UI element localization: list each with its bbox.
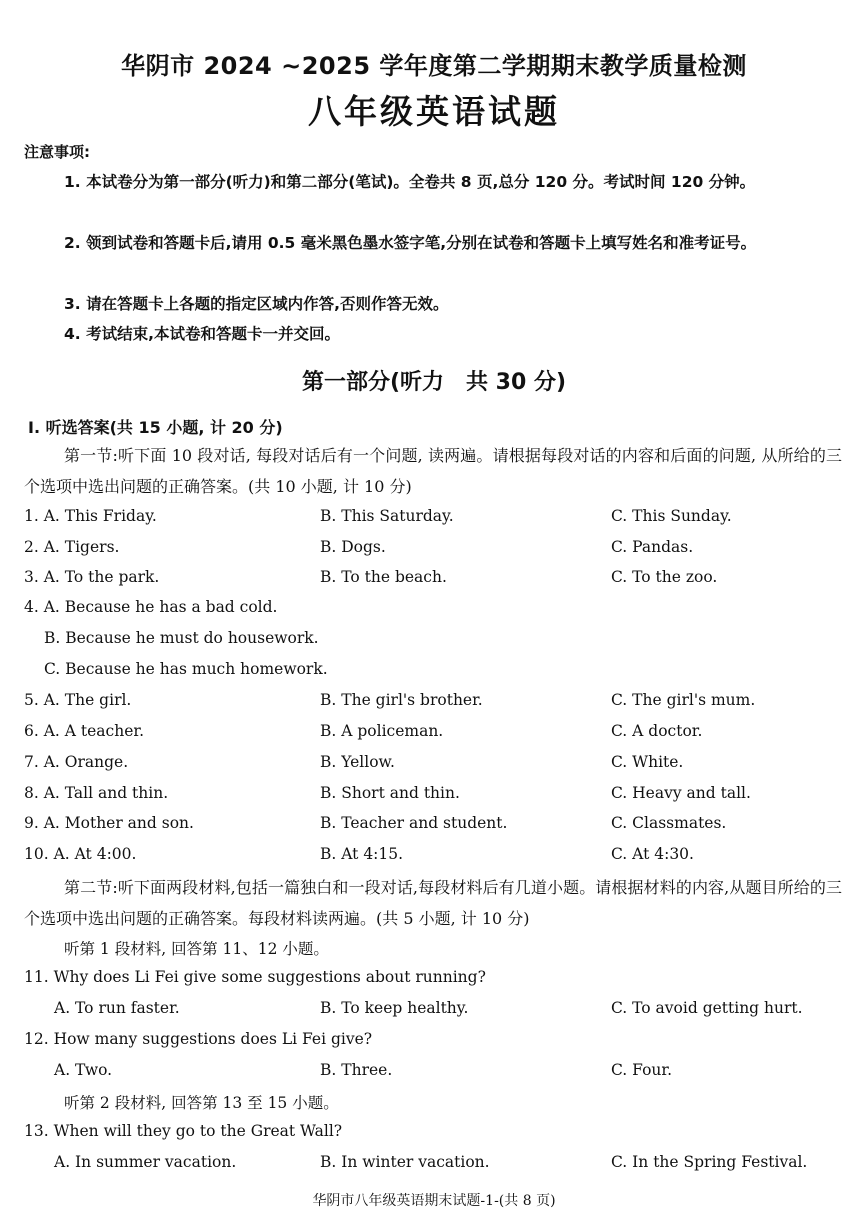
question-10	[0, 845, 868, 869]
option-c: C. The girl's mum.	[611, 691, 756, 709]
question-12-stem	[0, 1030, 868, 1054]
option-a: 5. A. The girl.	[24, 691, 132, 709]
part1-title: 第一部分(听力 共 30 分)	[301, 370, 567, 395]
option-b: B. Dogs.	[320, 538, 386, 556]
material-2-label: 听第 2 段材料, 回答第 13 至 15 小题。	[64, 1094, 339, 1112]
option-a: A. Two.	[54, 1061, 113, 1079]
option-b: B. Three.	[320, 1061, 393, 1079]
question-4-option-c-row	[0, 660, 868, 684]
option-b: B. To keep healthy.	[320, 999, 469, 1017]
question-text: 11. Why does Li Fei give some suggestions about running?	[24, 968, 486, 986]
question-2	[0, 538, 868, 562]
option-b: B. A policeman.	[320, 722, 444, 740]
question-text: 13. When will they go to the Great Wall?	[24, 1122, 343, 1140]
option-c: C. To avoid getting hurt.	[611, 999, 803, 1017]
option-a: 4. A. Because he has a bad cold.	[24, 598, 278, 616]
option-a: 6. A. A teacher.	[24, 722, 144, 740]
section2-instructions: 第二节:听下面两段材料,包括一篇独白和一段对话,每段材料后有几道小题。请根据材料的内容,从题目所给的三个选项中选出问题的正确答案。每段材料读两遍。(共 5 小题, 计 10 分)	[24, 878, 842, 928]
option-a: 10. A. At 4:00.	[24, 845, 137, 863]
section1-instructions: 第一节:听下面 10 段对话, 每段对话后有一个问题, 读两遍。请根据每段对话的内容和后面的问题, 从所给的三个选项中选出问题的正确答案。(共 10 小题, 计 10 分)	[24, 446, 842, 496]
question-1	[0, 507, 868, 531]
question-11-options	[0, 999, 868, 1023]
exam-title: 华阴市 2024 ~2025 学年度第二学期期末教学质量检测	[121, 52, 747, 80]
option-b: B. To the beach.	[320, 568, 447, 586]
option-c: C. Heavy and tall.	[611, 784, 751, 802]
option-b: B. Teacher and student.	[320, 814, 508, 832]
material-1-label: 听第 1 段材料, 回答第 11、12 小题。	[64, 940, 329, 958]
question-3	[0, 568, 868, 592]
question-5	[0, 691, 868, 715]
question-6	[0, 722, 868, 746]
page-footer: 华阴市八年级英语期末试题-1-(共 8 页)	[312, 1193, 556, 1209]
question-9	[0, 814, 868, 838]
question-7	[0, 753, 868, 777]
question-12-options	[0, 1061, 868, 1085]
option-b: B. Short and thin.	[320, 784, 460, 802]
option-c: C. Four.	[611, 1061, 673, 1079]
exam-subtitle: 八年级英语试题	[308, 92, 560, 131]
note-item-1: 1. 本试卷分为第一部分(听力)和第二部分(笔试)。全卷共 8 页,总分 120 分。考试时间 120 分钟。	[64, 173, 756, 191]
option-b: B. Because he must do housework.	[44, 629, 319, 647]
question-4	[0, 598, 868, 622]
question-11-stem	[0, 968, 868, 992]
question-13-options	[0, 1153, 868, 1177]
option-b: B. The girl's brother.	[320, 691, 483, 709]
option-a: 2. A. Tigers.	[24, 538, 120, 556]
option-a: 7. A. Orange.	[24, 753, 129, 771]
option-c: C. Because he has much homework.	[44, 660, 328, 678]
option-b: B. At 4:15.	[320, 845, 404, 863]
option-c: C. Pandas.	[611, 538, 694, 556]
material-1-note	[0, 937, 868, 961]
option-c: C. To the zoo.	[611, 568, 718, 586]
option-c: C. Classmates.	[611, 814, 727, 832]
option-c: C. In the Spring Festival.	[611, 1153, 808, 1171]
option-c: C. At 4:30.	[611, 845, 694, 863]
option-c: C. A doctor.	[611, 722, 703, 740]
option-a: 9. A. Mother and son.	[24, 814, 194, 832]
note-item-4: 4. 考试结束,本试卷和答题卡一并交回。	[64, 325, 340, 343]
question-4-option-b-row	[0, 629, 868, 653]
note-item-2: 2. 领到试卷和答题卡后,请用 0.5 毫米黑色墨水签字笔,分别在试卷和答题卡上填写姓名和准考证号。	[64, 234, 757, 252]
question-text: 12. How many suggestions does Li Fei give?	[24, 1030, 373, 1048]
option-a: 8. A. Tall and thin.	[24, 784, 169, 802]
option-b: B. Yellow.	[320, 753, 395, 771]
note-item-3: 3. 请在答题卡上各题的指定区域内作答,否则作答无效。	[64, 295, 449, 313]
option-b: B. In winter vacation.	[320, 1153, 490, 1171]
option-a: 1. A. This Friday.	[24, 507, 157, 525]
option-b: B. This Saturday.	[320, 507, 454, 525]
option-c: C. White.	[611, 753, 684, 771]
section1-heading: Ⅰ. 听选答案(共 15 小题, 计 20 分)	[28, 418, 283, 437]
question-8	[0, 784, 868, 808]
notes-heading: 注意事项:	[24, 143, 90, 161]
option-a: A. To run faster.	[54, 999, 180, 1017]
material-2-note	[0, 1091, 868, 1115]
question-13-stem	[0, 1122, 868, 1146]
option-a: 3. A. To the park.	[24, 568, 160, 586]
option-c: C. This Sunday.	[611, 507, 732, 525]
option-a: A. In summer vacation.	[54, 1153, 237, 1171]
